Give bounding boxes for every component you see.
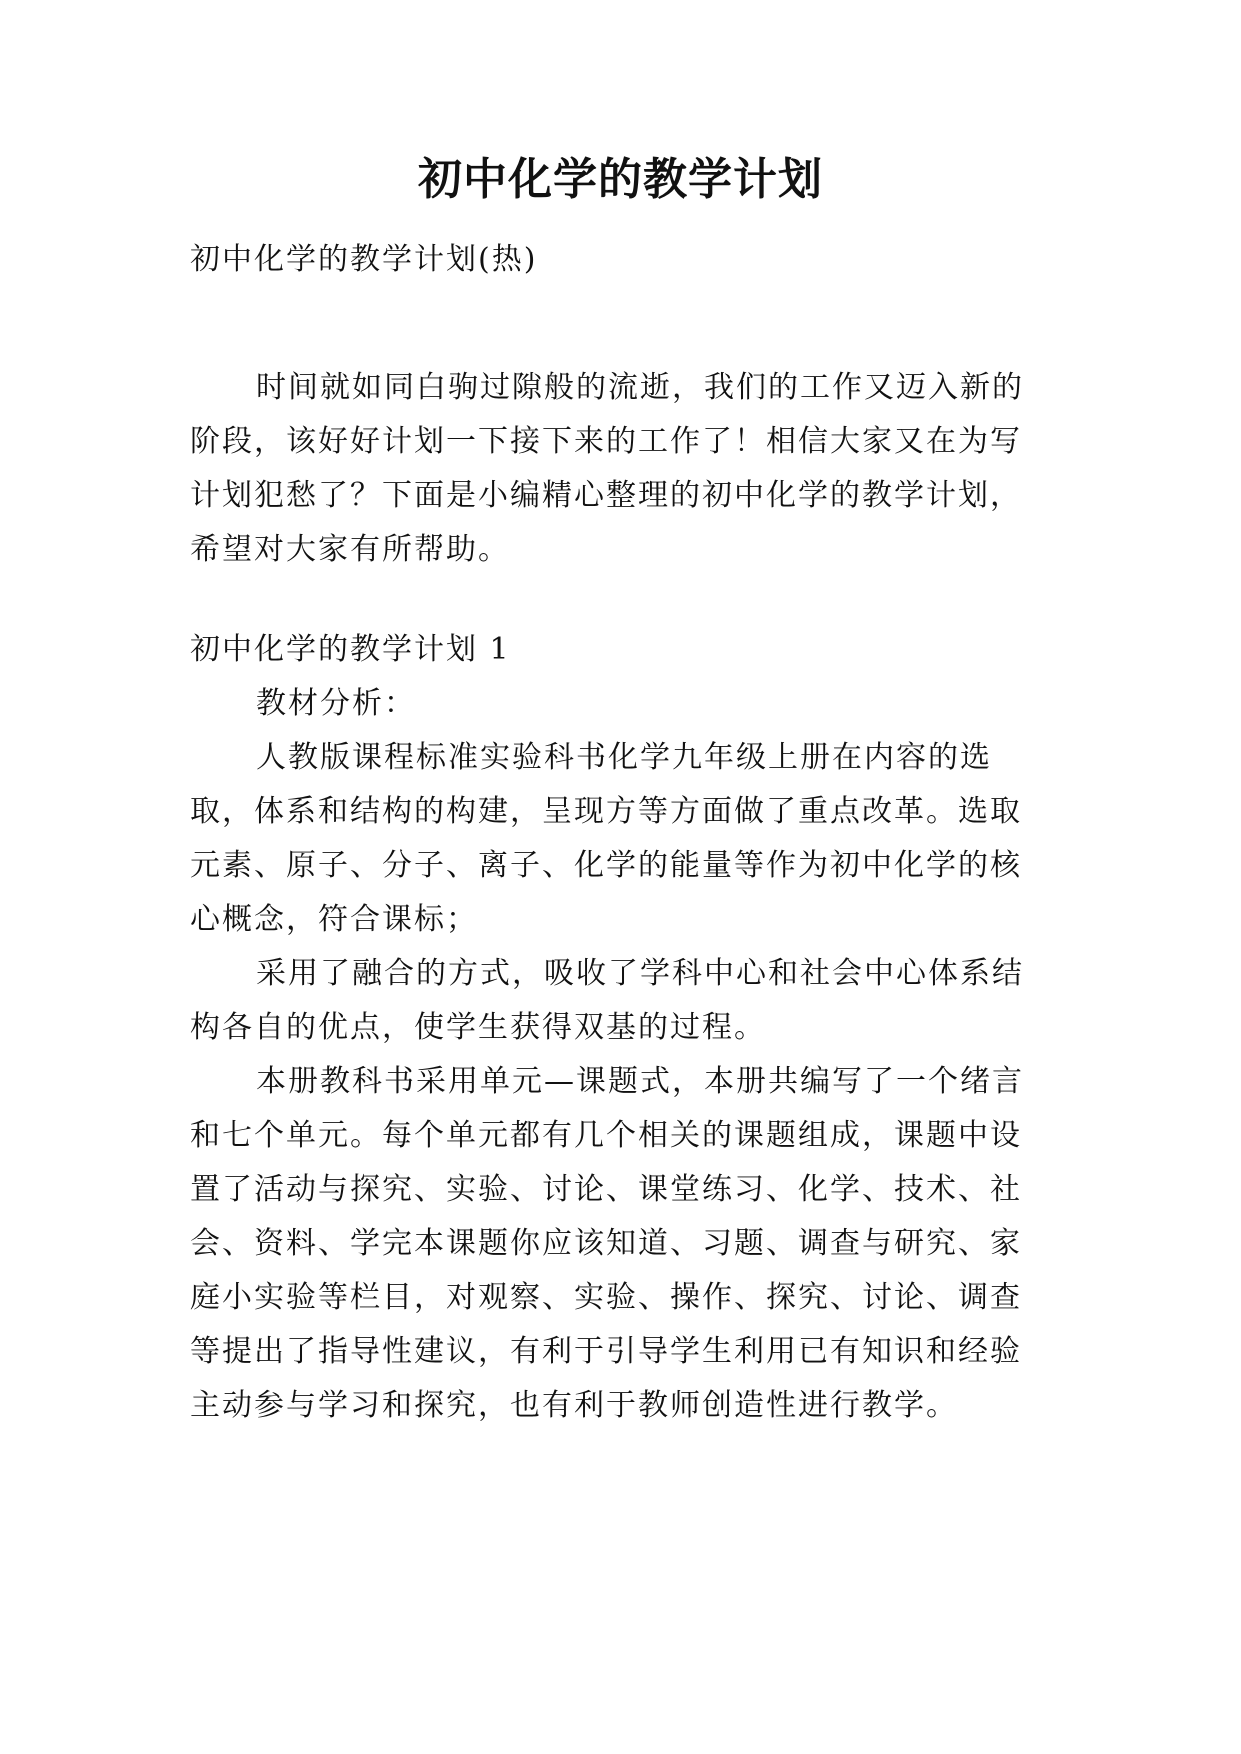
para3-line-5: 庭小实验等栏目，对观察、实验、操作、探究、讨论、调查 <box>190 1280 1022 1315</box>
para1-line-4: 心概念，符合课标； <box>190 902 478 937</box>
para1-line-1: 人教版课程标准实验科书化学九年级上册在内容的选 <box>256 740 992 775</box>
para3-line-4: 会、资料、学完本课题你应该知道、习题、调查与研究、家 <box>190 1226 1022 1261</box>
para3-line-2: 和七个单元。每个单元都有几个相关的课题组成，课题中设 <box>190 1118 1022 1153</box>
para2-line-1: 采用了融合的方式，吸收了学科中心和社会中心体系结 <box>256 956 1024 991</box>
para2-line-2: 构各自的优点，使学生获得双基的过程。 <box>190 1010 766 1045</box>
intro-line-2: 阶段，该好好计划一下接下来的工作了！相信大家又在为写 <box>190 424 1022 459</box>
section-subheading: 教材分析： <box>256 686 416 721</box>
para3-line-3: 置了活动与探究、实验、讨论、课堂练习、化学、技术、社 <box>190 1172 1022 1207</box>
para3-line-7: 主动参与学习和探究，也有利于教师创造性进行教学。 <box>190 1388 958 1423</box>
document-subtitle: 初中化学的教学计划(热) <box>190 242 538 277</box>
document-title: 初中化学的教学计划 <box>418 154 823 205</box>
para1-line-2: 取，体系和结构的构建，呈现方等方面做了重点改革。选取 <box>190 794 1022 829</box>
intro-line-1: 时间就如同白驹过隙般的流逝，我们的工作又迈入新的 <box>256 370 1024 405</box>
section-heading: 初中化学的教学计划 1 <box>190 632 511 667</box>
intro-line-4: 希望对大家有所帮助。 <box>190 532 510 567</box>
para3-line-6: 等提出了指导性建议，有利于引导学生利用已有知识和经验 <box>190 1334 1022 1369</box>
para3-line-1: 本册教科书采用单元—课题式，本册共编写了一个绪言 <box>256 1064 1024 1099</box>
intro-line-3: 计划犯愁了？下面是小编精心整理的初中化学的教学计划， <box>190 478 1022 513</box>
para1-line-3: 元素、原子、分子、离子、化学的能量等作为初中化学的核 <box>190 848 1022 883</box>
